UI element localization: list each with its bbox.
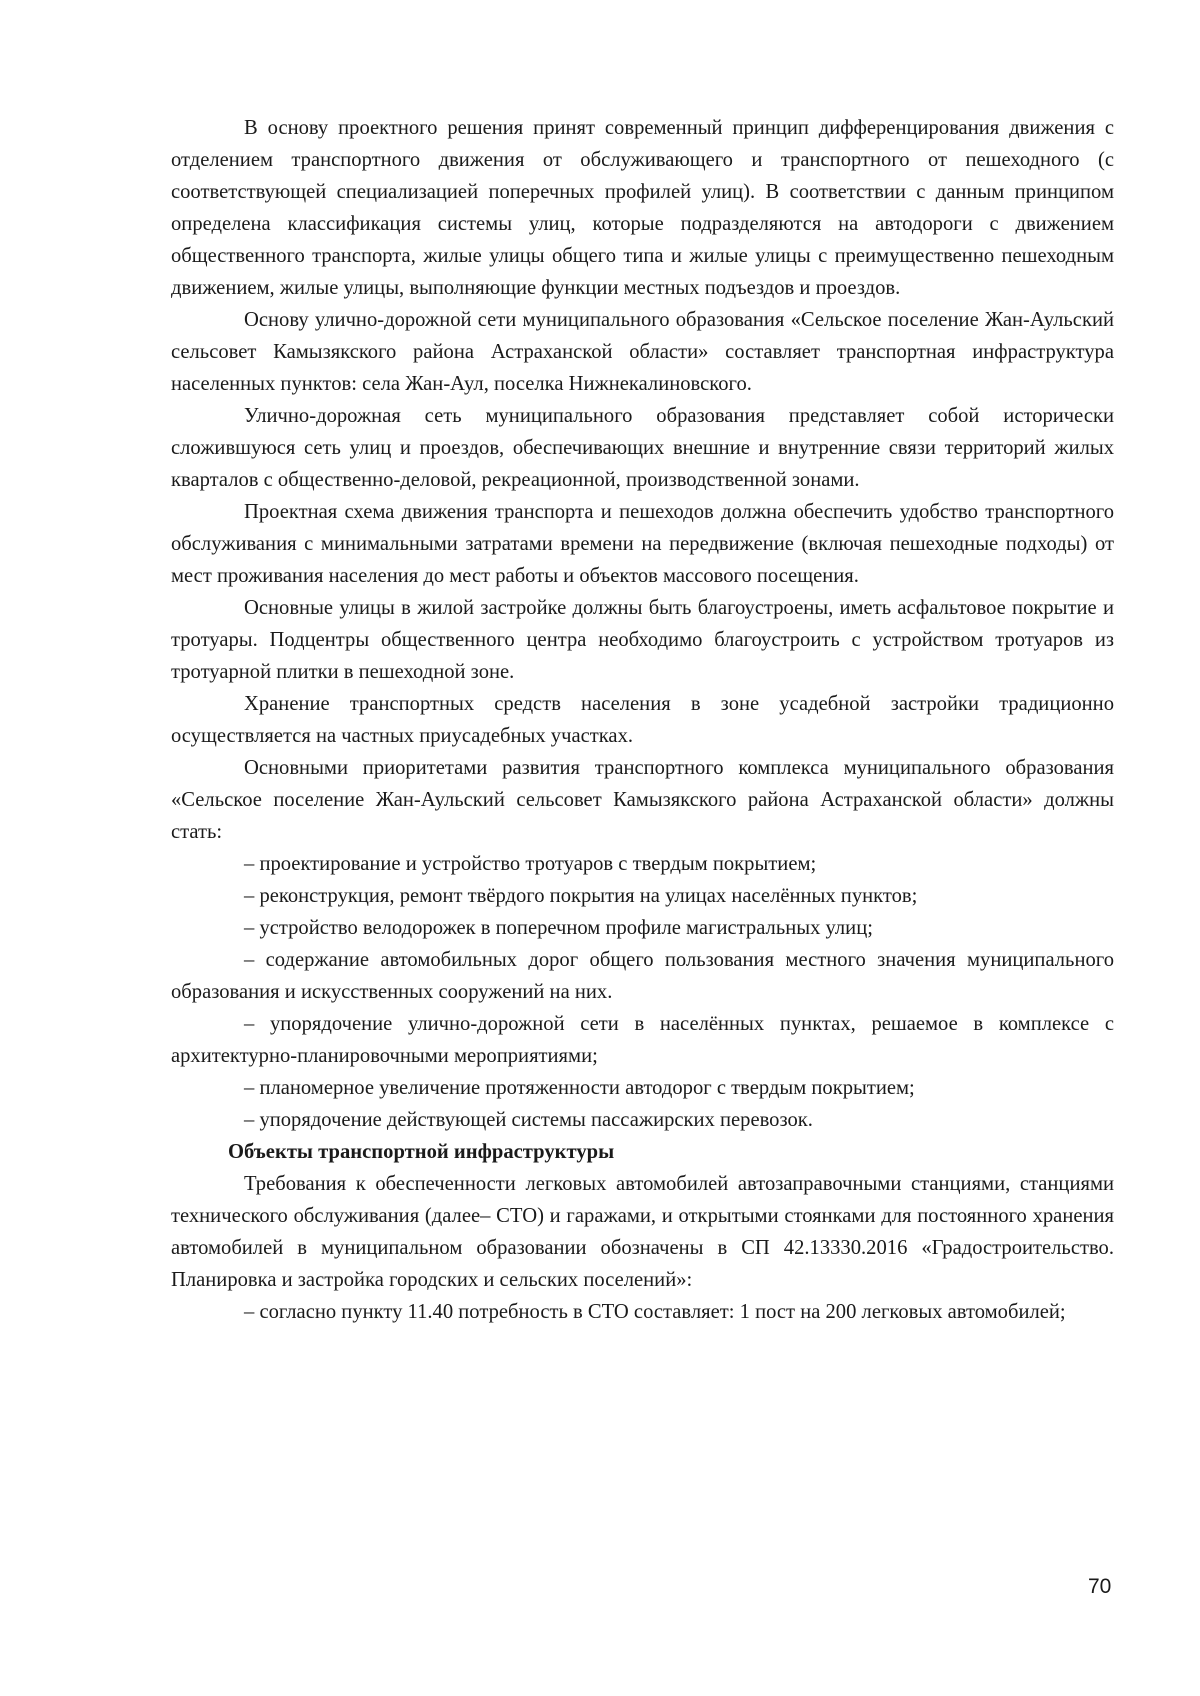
list-item: – устройство велодорожек в поперечном профиле магистральных улиц; — [244, 917, 873, 939]
list-item: – упорядочение улично-дорожной сети в населённых пунктах, решаемое в комплексе с архитектурно-планировочными мероприятиями; — [171, 1013, 1114, 1067]
paragraph-differentiation-principle: В основу проектного решения принят современный принцип дифференцирования движения с отделением транспортного движения от обслуживающего и транспортного от пешеходного (с соответствующей специализацией поперечных профилей улиц). В соответствии с данным принципом определена классификация системы улиц, которые подразделяются на автодороги с движением общественного транспорта, жилые улицы общего типа и жилые улицы с преимущественно пешеходным движением, жилые улицы, выполняющие функции местных подъездов и проездов. — [171, 117, 1114, 299]
paragraph-road-network-description: Улично-дорожная сеть муниципального образования представляет собой исторически сложившуюся сеть улиц и проездов, обеспечивающих внешние и внутренние связи территорий жилых кварталов с общественно-деловой, рекреационной, производственной зонами. — [171, 405, 1114, 491]
paragraph-vehicle-storage: Хранение транспортных средств населения в зоне усадебной застройки традиционно осуществляется на частных приусадебных участках. — [171, 693, 1114, 747]
section-heading: Объекты транспортной инфраструктуры — [228, 1141, 615, 1163]
paragraph-traffic-scheme: Проектная схема движения транспорта и пешеходов должна обеспечить удобство транспортного обслуживания с минимальными затратами времени на передвижение (включая пешеходные подходы) от мест проживания населения до мест работы и объектов массового посещения. — [171, 501, 1114, 587]
list-item: – согласно пункту 11.40 потребность в СТО составляет: 1 пост на 200 легковых автомобилей; — [244, 1301, 1066, 1323]
paragraph-requirements: Требования к обеспеченности легковых автомобилей автозаправочными станциями, станциями технического обслуживания (далее– СТО) и гаражами, и открытыми стоянками для постоянного хранения автомобилей в муниципальном образовании обозначены в СП 42.13330.2016 «Градостроительство. Планировка и застройка городских и сельских поселений»: — [171, 1173, 1114, 1291]
page-number: 70 — [1088, 1575, 1112, 1598]
paragraph-road-network-basis: Основу улично-дорожной сети муниципального образования «Сельское поселение Жан-Аульский сельсовет Камызякского района Астраханской области» составляет транспортная инфраструктура населенных пунктов: села Жан-Аул, поселка Нижнекалиновского. — [171, 309, 1114, 395]
paragraph-main-streets: Основные улицы в жилой застройке должны быть благоустроены, иметь асфальтовое покрытие и тротуары. Подцентры общественного центра необходимо благоустроить с устройством тротуаров из тротуарной плитки в пешеходной зоне. — [171, 597, 1114, 683]
list-item: – содержание автомобильных дорог общего пользования местного значения муниципального образования и искусственных сооружений на них. — [171, 949, 1114, 1003]
paragraph-priorities: Основными приоритетами развития транспортного комплекса муниципального образования «Сельское поселение Жан-Аульский сельсовет Камызякского района Астраханской области» должны стать: — [171, 757, 1114, 843]
list-item: – реконструкция, ремонт твёрдого покрытия на улицах населённых пунктов; — [244, 885, 918, 907]
list-item: – планомерное увеличение протяженности автодорог с твердым покрытием; — [244, 1077, 915, 1099]
page-body — [171, 112, 1114, 1328]
list-item: – проектирование и устройство тротуаров с твердым покрытием; — [244, 853, 817, 875]
list-item: – упорядочение действующей системы пассажирских перевозок. — [244, 1109, 813, 1131]
